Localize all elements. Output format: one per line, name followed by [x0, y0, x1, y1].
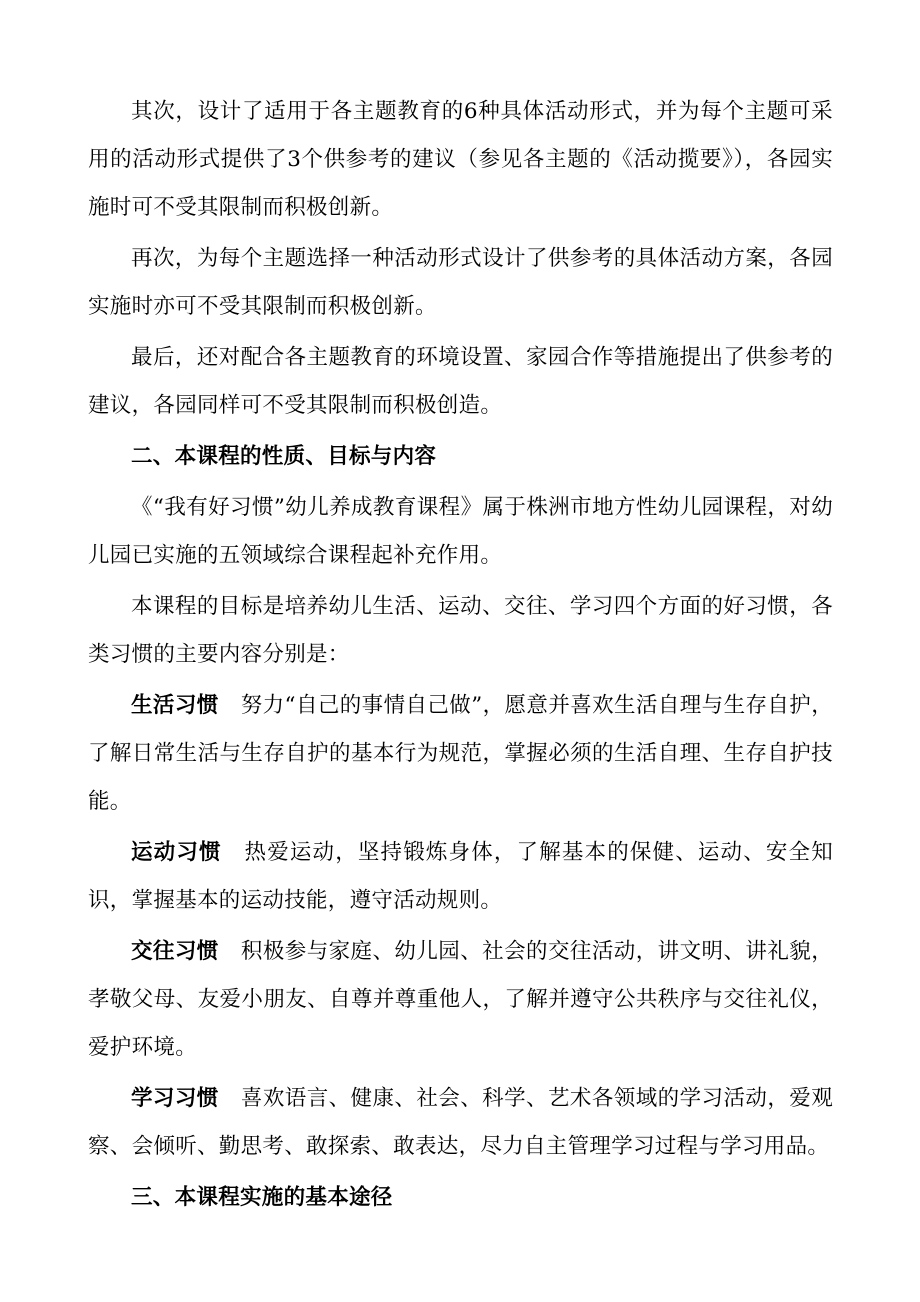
section-heading-2: 二、本课程的性质、目标与内容: [131, 444, 437, 469]
paragraph-habit-life: [88, 682, 833, 826]
habit-sport-term: 运动习惯: [131, 840, 222, 865]
habit-study-text: 喜欢语言、健康、社会、科学、艺术各领域的学习活动，爱观察、会倾听、勤思考、敢探索、敢表达，尽力自主管理学习过程与学习用品。: [88, 1086, 833, 1159]
paragraph-course-nature: 《“我有好习惯”幼儿养成教育课程》属于株洲市地方性幼儿园课程，对幼儿园已实施的五领域综合课程起补充作用。: [88, 495, 833, 568]
habit-life-text: 努力“自己的事情自己做”，愿意并喜欢生活自理与生存自护，了解日常生活与生存自护的基本行为规范，掌握必须的生活自理、生存自护技能。: [88, 693, 834, 814]
section-heading-3: 三、本课程实施的基本途径: [131, 1185, 393, 1210]
paragraph-course-goal: 本课程的目标是培养幼儿生活、运动、交往、学习四个方面的好习惯，各类习惯的主要内容分别是：: [88, 594, 833, 667]
paragraph-secondly: 其次，设计了适用于各主题教育的6种具体活动形式，并为每个主题可采用的活动形式提供了3个供参考的建议（参见各主题的《活动揽要》），各园实施时可不受其限制而积极创新。: [88, 99, 833, 220]
paragraph-habit-study: [88, 1075, 833, 1171]
habit-social-term: 交往习惯: [131, 939, 219, 964]
paragraph-finally: 最后，还对配合各主题教育的环境设置、家园合作等措施提出了供参考的建议，各园同样可不受其限制而积极创造。: [88, 345, 833, 418]
habit-study-term: 学习习惯: [131, 1086, 219, 1111]
habit-social-text: 积极参与家庭、幼儿园、社会的交往活动，讲文明、讲礼貌，孝敬父母、友爱小朋友、自尊并尊重他人，了解并遵守公共秩序与交往礼仪，爱护环境。: [88, 939, 833, 1060]
paragraph-habit-social: [88, 928, 833, 1072]
paragraph-thirdly: 再次，为每个主题选择一种活动形式设计了供参考的具体活动方案，各园实施时亦可不受其限制而积极创新。: [88, 246, 833, 319]
habit-sport-text: 热爱运动，坚持锻炼身体，了解基本的保健、运动、安全知识，掌握基本的运动技能，遵守活动规则。: [88, 840, 833, 913]
paragraph-habit-sport: [88, 829, 833, 925]
habit-life-term: 生活习惯: [131, 693, 219, 718]
document-page: [88, 88, 833, 1222]
